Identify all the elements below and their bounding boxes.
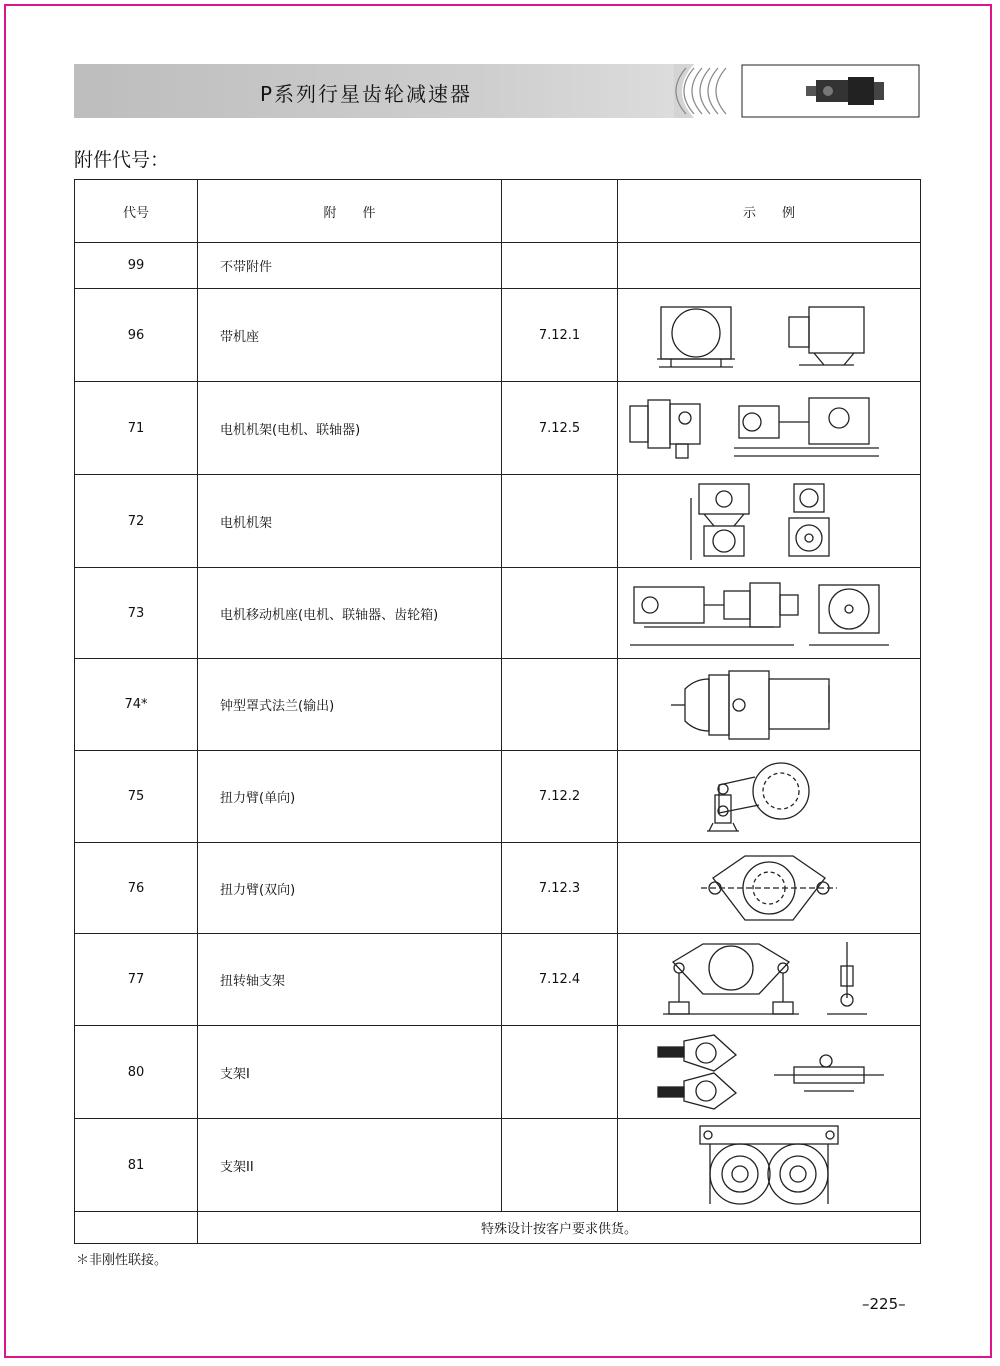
bracket-i-drawing xyxy=(654,1031,884,1113)
row-name: 支架II xyxy=(198,1119,502,1212)
row-code: 71 xyxy=(75,382,198,475)
table-row xyxy=(75,475,921,568)
row-code: 76 xyxy=(75,843,198,934)
row-example xyxy=(618,243,921,289)
row-code: 96 xyxy=(75,289,198,382)
row-example xyxy=(618,659,921,751)
row-name: 电机移动机座(电机、联轴器、齿轮箱) xyxy=(198,568,502,659)
row-name: 钟型罩式法兰(输出) xyxy=(198,659,502,751)
table-footer-row xyxy=(75,1212,921,1244)
row-ref xyxy=(502,243,618,289)
header-ref xyxy=(502,180,618,243)
footer-note: 特殊设计按客户要求供货。 xyxy=(198,1212,921,1244)
row-ref: 7.12.1 xyxy=(502,289,618,382)
table-row xyxy=(75,1119,921,1212)
row-ref xyxy=(502,475,618,568)
row-example xyxy=(618,934,921,1026)
torque-arm-single-drawing xyxy=(699,755,839,839)
row-code: 80 xyxy=(75,1026,198,1119)
table-row xyxy=(75,243,921,289)
table-row xyxy=(75,382,921,475)
row-example xyxy=(618,382,921,475)
row-code: 81 xyxy=(75,1119,198,1212)
bracket-ii-drawing xyxy=(694,1122,844,1208)
row-name: 电机机架(电机、联轴器) xyxy=(198,382,502,475)
page-number: –225– xyxy=(862,1295,906,1313)
row-code: 73 xyxy=(75,568,198,659)
row-ref xyxy=(502,659,618,751)
row-example xyxy=(618,1119,921,1212)
header-example: 示 例 xyxy=(618,180,921,243)
footnote: ＊非刚性联接。 xyxy=(76,1253,168,1268)
row-name: 扭转轴支架 xyxy=(198,934,502,1026)
table-row xyxy=(75,751,921,843)
header-banner xyxy=(74,64,920,118)
header-code: 代号 xyxy=(75,180,198,243)
row-example xyxy=(618,1026,921,1119)
row-code: 77 xyxy=(75,934,198,1026)
section-title: 附件代号： xyxy=(74,149,170,171)
row-name: 带机座 xyxy=(198,289,502,382)
row-code: 99 xyxy=(75,243,198,289)
bell-housing-flange-drawing xyxy=(669,665,869,745)
row-code: 72 xyxy=(75,475,198,568)
row-example xyxy=(618,751,921,843)
row-example xyxy=(618,568,921,659)
base-mount-drawing xyxy=(649,295,889,375)
row-ref xyxy=(502,1119,618,1212)
motor-frame-drawing xyxy=(679,478,859,564)
accessory-table xyxy=(74,179,921,1244)
header-accessory: 附 件 xyxy=(198,180,502,243)
table-row xyxy=(75,568,921,659)
motor-frame-coupling-drawing xyxy=(624,388,914,468)
torque-arm-double-drawing xyxy=(699,848,839,928)
row-name: 扭力臂(单向) xyxy=(198,751,502,843)
table-row xyxy=(75,1026,921,1119)
table-header-row xyxy=(75,180,921,243)
row-name: 支架I xyxy=(198,1026,502,1119)
row-name: 电机机架 xyxy=(198,475,502,568)
row-ref: 7.12.5 xyxy=(502,382,618,475)
table-row xyxy=(75,289,921,382)
page-title: P系列行星齿轮减速器 xyxy=(260,82,473,106)
table-row xyxy=(75,843,921,934)
row-ref: 7.12.2 xyxy=(502,751,618,843)
row-code: 75 xyxy=(75,751,198,843)
table-row xyxy=(75,659,921,751)
motor-sliding-base-drawing xyxy=(624,573,914,653)
row-code: 74* xyxy=(75,659,198,751)
row-ref: 7.12.4 xyxy=(502,934,618,1026)
row-ref xyxy=(502,1026,618,1119)
row-example xyxy=(618,843,921,934)
row-example xyxy=(618,475,921,568)
table-row xyxy=(75,934,921,1026)
row-ref xyxy=(502,568,618,659)
row-example xyxy=(618,289,921,382)
row-name: 扭力臂(双向) xyxy=(198,843,502,934)
gearbox-photo-icon xyxy=(806,77,884,105)
row-name: 不带附件 xyxy=(198,243,502,289)
header-bar xyxy=(74,64,920,118)
torsion-shaft-bracket-drawing xyxy=(659,938,879,1022)
row-ref: 7.12.3 xyxy=(502,843,618,934)
